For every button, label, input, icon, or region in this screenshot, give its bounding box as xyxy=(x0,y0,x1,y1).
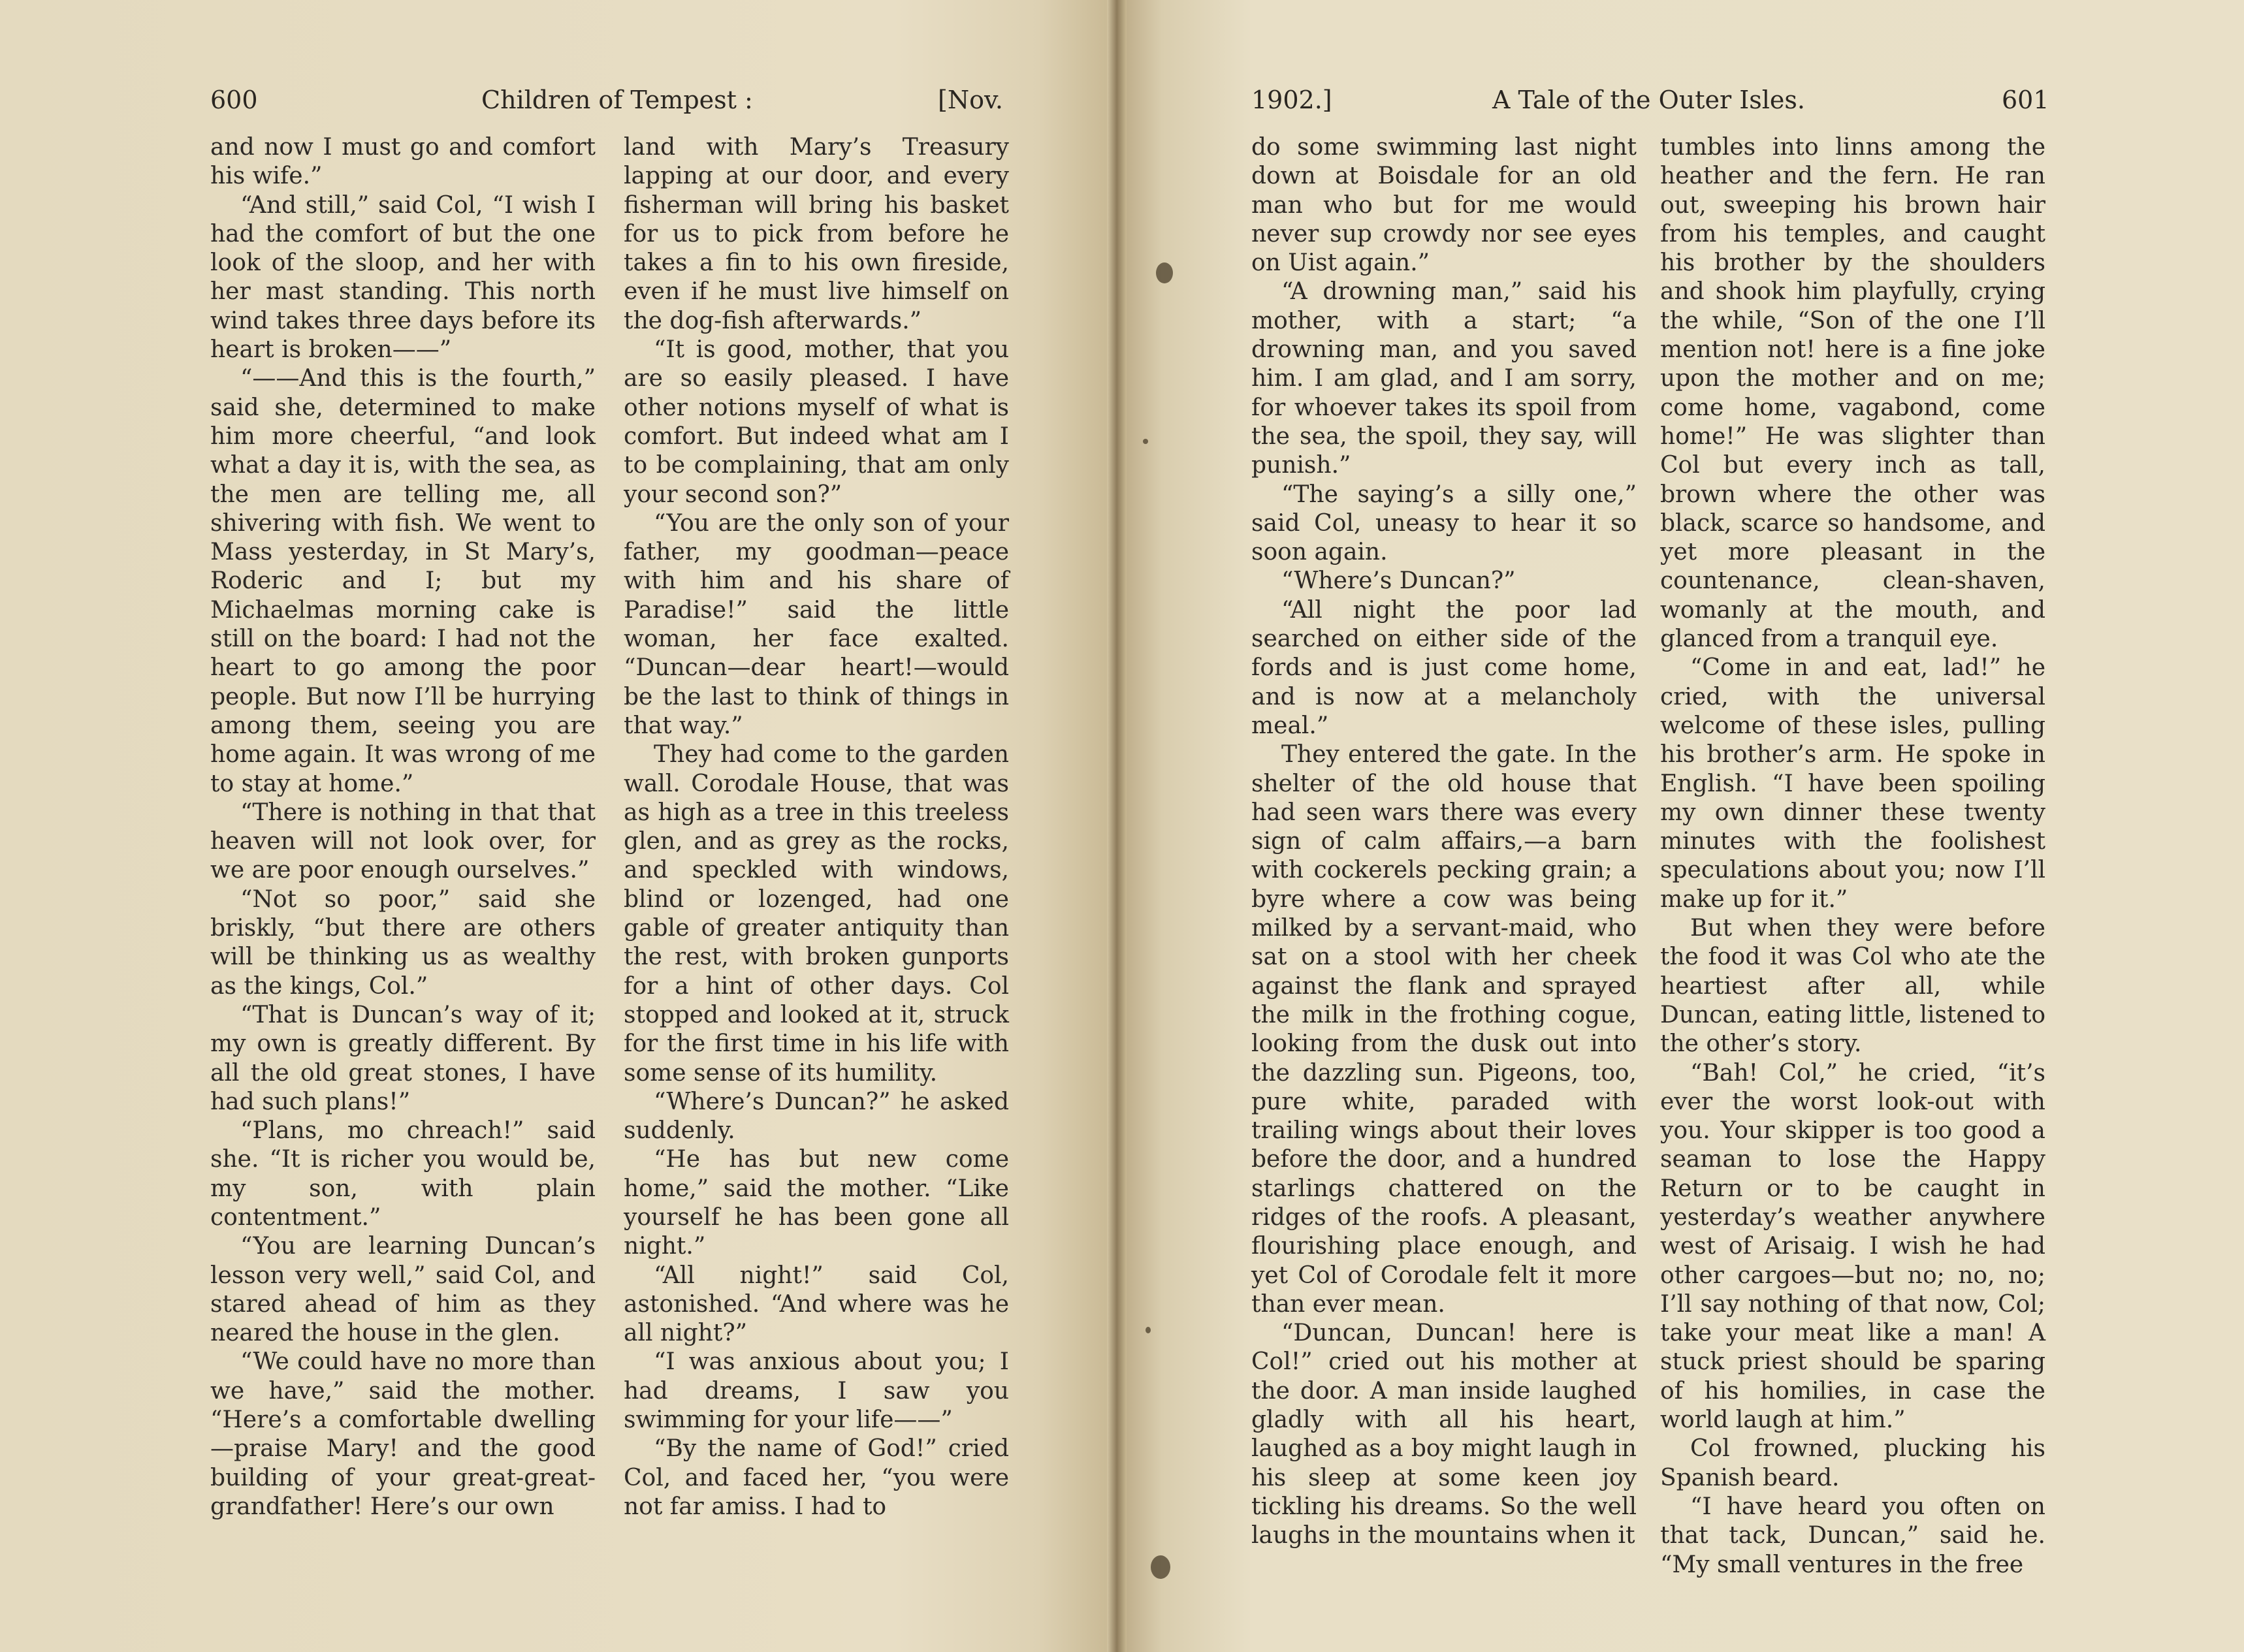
paragraph: “And still,” said Col, “I wish I had the comfort of but the one look of the sloop, and her with her mast standing. This north wind takes three days before its heart is broken——” xyxy=(210,191,596,364)
page-number: 601 xyxy=(2002,86,2049,114)
paragraph: “Come in and eat, lad!” he cried, with the universal welcome of these isles, pulling his brother’s arm. He spoke in English. “I have been spoiling my own dinner these twenty minutes with the foolishest speculations about you; now I’ll make up for it.” xyxy=(1660,654,2045,913)
paragraph: “A drowning man,” said his mother, with a start; “a drowning man, and you saved him. I am glad, and I am sorry, for whoever takes its spoil from the sea, the spoil, they say, will punish.” xyxy=(1251,278,1637,479)
paragraph: But when they were before the food it was Col who ate the heartiest after all, while Duncan, eating little, listened to the other’s story. xyxy=(1660,915,2045,1058)
paragraph: “Where’s Duncan?” he asked suddenly. xyxy=(624,1088,1009,1145)
paragraph: “Duncan, Duncan! here is Col!” cried out his mother at the door. A man inside laughed gladly with all his heart, laughed as a boy might laugh in his sleep at some keen joy tickling his dreams. So the well laughs in the mountains when it xyxy=(1251,1320,1637,1549)
paragraph: “That is Duncan’s way of it; my own is greatly different. By all the old great stones, I have had such plans!” xyxy=(210,1001,596,1115)
paragraph: “It is good, mother, that you are so easily pleased. I have other notions myself of what is comfort. But indeed what am I to be complaining, that am only your second son?” xyxy=(624,336,1009,508)
paragraph: and now I must go and comfort his wife.” xyxy=(210,134,596,190)
binding-hole xyxy=(1156,262,1173,283)
paragraph: “The saying’s a silly one,” said Col, uneasy to hear it so soon again. xyxy=(1251,481,1637,566)
paragraph: “We could have no more than we have,” said the mother. “Here’s a comfortable dwelling —praise Mary! and the good building of your great-great-grandfather! Here’s our own xyxy=(210,1348,596,1520)
running-title: A Tale of the Outer Isles. xyxy=(1492,86,1805,114)
text-column-1 xyxy=(210,133,596,1521)
paragraph: “I have heard you often on that tack, Duncan,” said he. “My small ventures in the free xyxy=(1660,1493,2045,1578)
paragraph: land with Mary’s Treasury lapping at our door, and every fisherman will bring his basket for us to pick from before he takes a fin to his own fireside, even if he must live himself on the dog-fish afterwards.” xyxy=(624,134,1009,334)
paragraph: “Bah! Col,” he cried, “it’s ever the worst look-out with you. Your skipper is too good a seaman to lose the Happy Return or to be caught in yesterday’s weather anywhere west of Arisaig. I wish he had other cargoes—but no; no, no; I’ll say nothing of that now, Col; take your meat like a man! A stuck priest should be sparing of his homilies, in case the world laugh at him.” xyxy=(1660,1059,2045,1434)
binding-speck xyxy=(1146,1327,1151,1333)
running-date: [Nov. xyxy=(938,86,1003,114)
paragraph: They entered the gate. In the shelter of the old house that had seen wars there was every sign of calm affairs,—a barn with cockerels pecking grain; a byre where a cow was being milked by a servant-maid, who sat on a stool with her cheek against the flank and sprayed the milk in the frothing cogue, looking from the dusk out into the dazzling sun. Pigeons, too, pure white, paraded with trailing wings about their loves before the door, and a hundred starlings chattered on the ridges of the roofs. A pleasant, flourishing place enough, and yet Col of Corodale felt it more than ever mean. xyxy=(1251,741,1637,1318)
text-column-2 xyxy=(1660,133,2045,1580)
paragraph: “I was anxious about you; I had dreams, I saw you swimming for your life——” xyxy=(624,1348,1009,1434)
text-column-2 xyxy=(624,133,1009,1521)
paragraph: “Not so poor,” said she briskly, “but there are others will be thinking us as wealthy as the kings, Col.” xyxy=(210,885,596,1000)
running-date: 1902.] xyxy=(1251,86,1332,114)
left-page xyxy=(0,0,1117,1652)
paragraph: “He has but new come home,” said the mother. “Like yourself he has been gone all night.” xyxy=(624,1146,1009,1260)
paragraph: “By the name of God!” cried Col, and faced her, “you were not far amiss. I had to xyxy=(624,1435,1009,1520)
binding-speck xyxy=(1143,439,1148,444)
paragraph: “——And this is the fourth,” said she, determined to make him more cheerful, “and look what a day it is, with the sea, as the men are telling me, all shivering with fish. We went to Mass yesterday, in St Mary’s, Roderic and I; but my Michaelmas morning cake is still on the board: I had not the heart to go among the poor people. But now I’ll be hurrying among them, seeing you are home again. It was wrong of me to stay at home.” xyxy=(210,365,596,797)
paragraph: Col frowned, plucking his Spanish beard. xyxy=(1660,1435,2045,1491)
right-page xyxy=(1117,0,2244,1652)
paragraph: “Plans, mo chreach!” said she. “It is richer you would be, my son, with plain contentment.” xyxy=(210,1117,596,1231)
paragraph: “Where’s Duncan?” xyxy=(1281,567,1516,595)
paragraph: “You are the only son of your father, my goodman—peace with him and his share of Paradise!” said the little woman, her face exalted. “Duncan—dear heart!—would be the last to think of things in that way.” xyxy=(624,509,1009,739)
book-gutter xyxy=(1107,0,1127,1652)
page-number: 600 xyxy=(210,86,258,114)
paragraph: “There is nothing in that that heaven will not look over, for we are poor enough ourselves.” xyxy=(210,799,596,884)
paragraph: They had come to the garden wall. Corodale House, that was as high as a tree in this treeless glen, and as grey as the rocks, and speckled with windows, blind or lozenged, had one gable of greater antiquity than the rest, with broken gunports for a hint of other days. Col stopped and looked at it, struck for the first time in his life with some sense of its humility. xyxy=(624,741,1009,1087)
binding-hole xyxy=(1151,1555,1170,1579)
paragraph: “You are learning Duncan’s lesson very well,” said Col, and stared ahead of him as they neared the house in the glen. xyxy=(210,1233,596,1347)
paragraph: tumbles into linns among the heather and the fern. He ran out, sweeping his brown hair from his temples, and caught his brother by the shoulders and shook him playfully, crying the while, “Son of the one I’ll mention not! here is a fine joke upon the mother and on me; come home, vagabond, come home!” He was slighter than Col but every inch as tall, brown where the other was black, scarce so handsome, and yet more pleasant in the countenance, clean-shaven, womanly at the mouth, and glanced from a tranquil eye. xyxy=(1660,134,2045,653)
paragraph: do some swimming last night down at Boisdale for an old man who but for me would never sup crowdy nor see eyes on Uist again.” xyxy=(1251,134,1637,277)
running-title: Children of Tempest : xyxy=(481,86,753,114)
paragraph: “All night the poor lad searched on either side of the fords and is just come home, and is now at a melancholy meal.” xyxy=(1251,596,1637,739)
paragraph: “All night!” said Col, astonished. “And where was he all night?” xyxy=(624,1262,1009,1347)
text-column-1 xyxy=(1251,133,1637,1551)
